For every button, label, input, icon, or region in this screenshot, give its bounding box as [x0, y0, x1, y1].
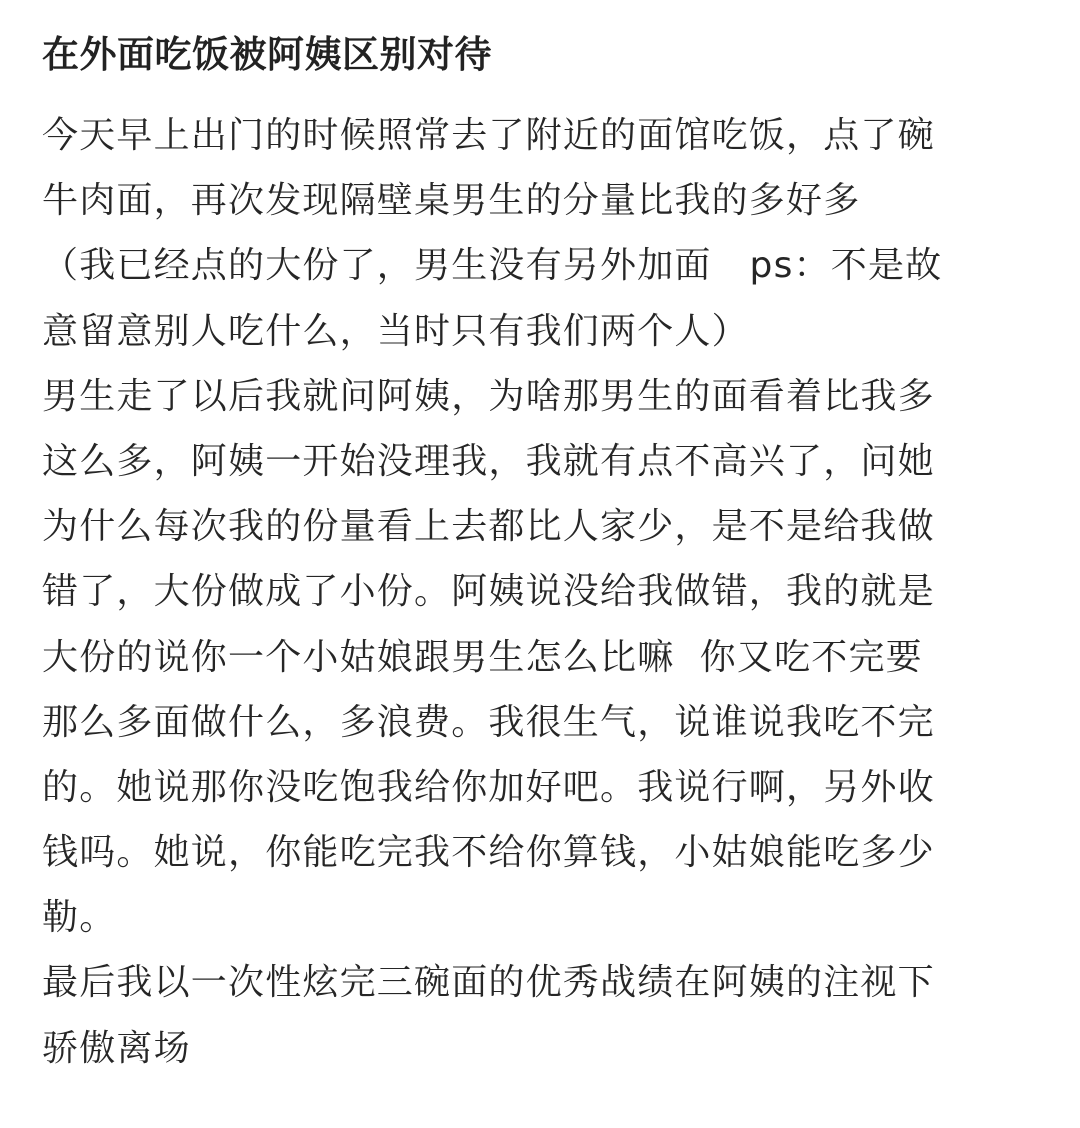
post-line: 这么多，阿姨一开始没理我，我就有点不高兴了，问她 [42, 440, 935, 482]
post-line: 那么多面做什么，多浪费。我很生气，说谁说我吃不完 [42, 701, 935, 743]
post-line: 大份的说你一个小姑娘跟男生怎么比嘛 你又吃不完要 [42, 636, 923, 678]
post [42, 28, 1042, 1081]
post-body [42, 103, 1042, 1081]
post-line: 勒。 [42, 897, 117, 939]
post-line: 今天早上出门的时候照常去了附近的面馆吃饭，点了碗 [42, 115, 935, 156]
post-line: 钱吗。她说，你能吃完我不给你算钱，小姑娘能吃多少 [42, 832, 935, 874]
post-line: 意留意别人吃什么，当时只有我们两个人） [42, 310, 749, 352]
post-line: 最后我以一次性炫完三碗面的优秀战绩在阿姨的注视下 [42, 962, 935, 1004]
post-line: 错了，大份做成了小份。阿姨说没给我做错，我的就是 [42, 571, 935, 613]
post-line: 男生走了以后我就问阿姨，为啥那男生的面看着比我多 [42, 375, 935, 417]
post-line: 为什么每次我的份量看上去都比人家少，是不是给我做 [42, 506, 935, 548]
post-line: 牛肉面，再次发现隔壁桌男生的分量比我的多好多 [42, 180, 861, 222]
post-line: （我已经点的大份了，男生没有另外加面 ps：不是故 [42, 245, 943, 287]
post-title: 在外面吃饭被阿姨区别对待 [42, 33, 492, 76]
post-line: 的。她说那你没吃饱我给你加好吧。我说行啊，另外收 [42, 766, 935, 808]
post-line: 骄傲离场 [42, 1027, 191, 1069]
